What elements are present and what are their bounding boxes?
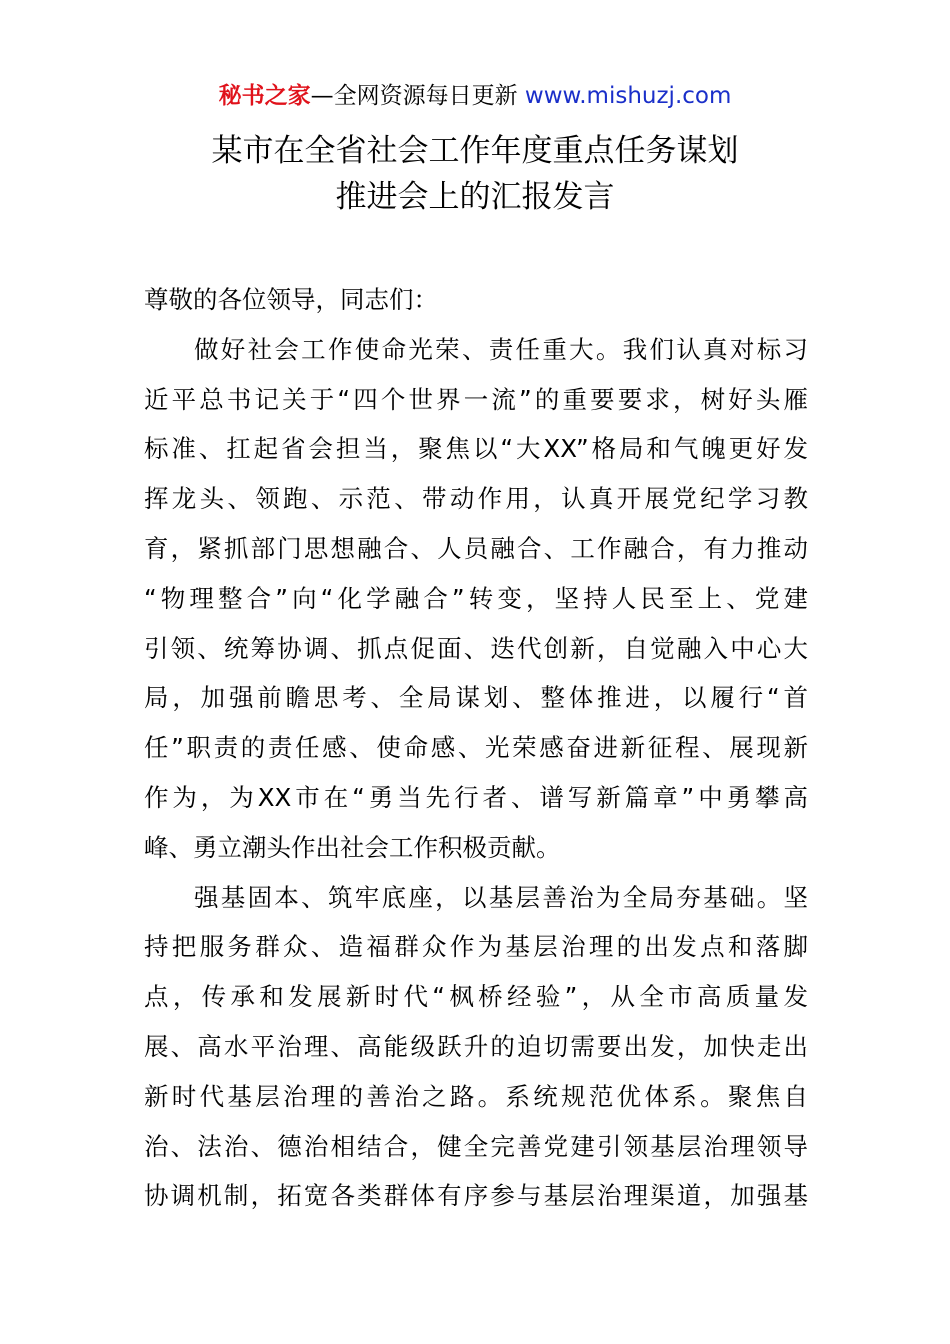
text-line: 挥龙头、领跑、示范、带动作用，认真开展党纪学习教 [144, 484, 808, 514]
document-body [144, 275, 808, 1221]
text-line: “物理整合”向“化学融合”转变，坚持人民至上、党建 [144, 583, 808, 613]
text-line: 新时代基层治理的善治之路。系统规范优体系。聚焦自 [144, 1081, 808, 1111]
title-line: 某市在全省社会工作年度重点任务谋划 [211, 133, 739, 169]
paragraph-2 [144, 873, 808, 1222]
paragraph-1 [144, 325, 808, 873]
text-line: 作为，为XX市在“勇当先行者、谱写新篇章”中勇攀高 [144, 782, 808, 812]
brand-name: 秘书之家 [218, 83, 311, 109]
text-line: 标准、扛起省会担当，聚焦以“大XX”格局和气魄更好发 [144, 434, 808, 464]
text-line: 局，加强前瞻思考、全局谋划、整体推进，以履行“首 [144, 683, 808, 713]
text-line: 展、高水平治理、高能级跃升的迫切需要出发，加快走出 [144, 1031, 808, 1061]
text-line: 持把服务群众、造福群众作为基层治理的出发点和落脚 [144, 932, 808, 962]
text-line: 引领、统筹协调、抓点促面、迭代创新，自觉融入中心大 [144, 633, 808, 663]
title-line: 推进会上的汇报发言 [335, 179, 615, 215]
text-line: 点，传承和发展新时代“枫桥经验”，从全市高质量发 [144, 982, 808, 1012]
salutation: 尊敬的各位领导，同志们： [144, 285, 438, 314]
text-line: 育，紧抓部门思想融合、人员融合、工作融合，有力推动 [144, 533, 808, 563]
header-tagline: —全网资源每日更新 [310, 83, 518, 109]
text-line: 峰、勇立潮头作出社会工作积极贡献。 [144, 832, 561, 862]
document-title [0, 128, 950, 220]
site-header [0, 80, 950, 112]
text-line: 强基固本、筑牢底座，以基层善治为全局夯基础。坚 [194, 882, 808, 912]
text-line: 协调机制，拓宽各类群体有序参与基层治理渠道，加强基 [144, 1181, 808, 1211]
text-line: 治、法治、德治相结合，健全完善党建引领基层治理领导 [144, 1131, 808, 1161]
site-url[interactable]: www.mishuzj.com [517, 83, 732, 109]
text-line: 近平总书记关于“四个世界一流”的重要要求，树好头雁 [144, 384, 808, 414]
text-line: 任”职责的责任感、使命感、光荣感奋进新征程、展现新 [144, 733, 808, 763]
text-line: 做好社会工作使命光荣、责任重大。我们认真对标习 [194, 334, 808, 364]
